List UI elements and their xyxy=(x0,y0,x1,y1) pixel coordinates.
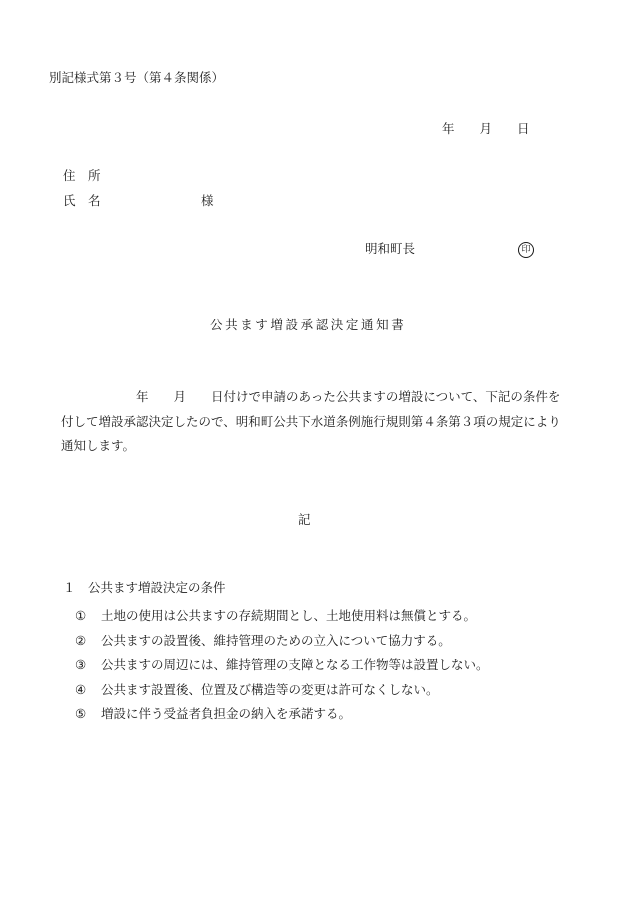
seal-mark: 印 xyxy=(518,242,534,258)
condition-item xyxy=(75,702,489,727)
condition-number: ④ xyxy=(75,681,87,697)
address-label: 住 所 xyxy=(63,168,101,183)
document-title: 公共ます増設承認決定通知書 xyxy=(210,317,407,332)
condition-item xyxy=(75,678,489,703)
condition-text: 公共ますの周辺には、維持管理の支障となる工作物等は設置しない。 xyxy=(101,657,489,672)
condition-text: 公共ます設置後、位置及び構造等の変更は許可なくしない。 xyxy=(101,681,439,697)
condition-item xyxy=(75,604,489,629)
condition-item xyxy=(75,653,489,678)
condition-number: ⑤ xyxy=(75,706,87,721)
conditions-list xyxy=(75,604,489,727)
date-line: 年 月 日 xyxy=(442,121,530,136)
name-label: 氏 名 xyxy=(63,193,101,208)
condition-text: 土地の使用は公共ますの存続期間とし、土地使用料は無償とする。 xyxy=(101,608,477,623)
condition-number: ② xyxy=(75,632,87,648)
condition-item xyxy=(75,629,489,654)
condition-text: 公共ますの設置後、維持管理のための立入について協力する。 xyxy=(101,632,451,648)
issuer-title: 明和町長 xyxy=(365,241,416,256)
honorific-sama: 様 xyxy=(201,193,214,208)
condition-text: 増設に伴う受益者負担金の納入を承諾する。 xyxy=(101,706,352,721)
condition-number: ① xyxy=(75,608,87,623)
ki-marker: 記 xyxy=(298,512,311,527)
section-heading: １ 公共ます増設決定の条件 xyxy=(63,580,226,595)
condition-number: ③ xyxy=(75,657,87,672)
form-number: 別記様式第３号（第４条関係） xyxy=(49,70,225,85)
body-paragraph: 年 月 日付けで申請のあった公共ますの増設について、下記の条件を付して増設承認決定したので、明和町公共下水道条例施行規則第４条第３項の規定により通知します。 xyxy=(61,389,561,453)
